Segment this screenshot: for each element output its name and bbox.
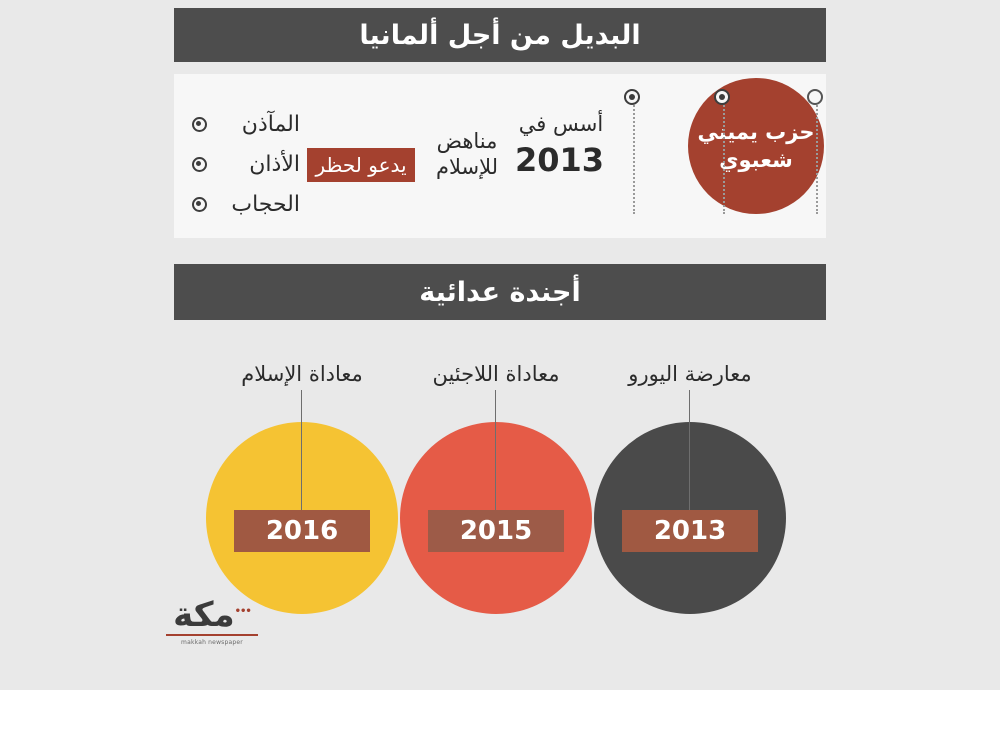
bullet-icon	[192, 197, 207, 212]
venn-year-anti-euro: 2013	[622, 510, 758, 552]
venn-leader-line	[301, 390, 302, 510]
venn-label-anti-euro: معارضة اليورو	[628, 362, 752, 386]
anti-islam-block	[424, 128, 510, 181]
main-title-bar	[174, 8, 826, 62]
founded-label: أسس في	[518, 112, 604, 136]
ban-target-label: المآذن	[241, 111, 300, 137]
section-title: أجندة عدائية	[419, 276, 581, 308]
list-item	[182, 144, 300, 184]
party-type-badge	[688, 78, 824, 214]
calls-for-ban-pill	[307, 148, 415, 182]
calls-for-ban-label: يدعو لحظر	[315, 153, 407, 177]
ban-targets-list	[182, 104, 300, 224]
section-title-bar	[174, 264, 826, 320]
logo-dots-icon: •••	[234, 605, 251, 617]
timeline-connector-ban	[815, 102, 818, 214]
list-item	[182, 184, 300, 224]
venn-year-anti-islam: 2016	[234, 510, 370, 552]
venn-leader-line	[689, 390, 690, 510]
logo-text: مكة	[173, 595, 235, 635]
ban-target-label: الأذان	[249, 151, 300, 177]
timeline-connector-anti-islam	[722, 102, 725, 214]
founded-block	[514, 112, 604, 180]
venn-year-anti-refugees: 2015	[428, 510, 564, 552]
timeline-marker-icon	[714, 89, 730, 105]
venn-leader-line	[495, 390, 496, 510]
list-item	[182, 104, 300, 144]
logo-mark	[166, 595, 258, 635]
venn-label-anti-islam: معاداة الإسلام	[241, 362, 363, 386]
bullet-icon	[192, 157, 207, 172]
badge-line-1: حزب يميني	[697, 119, 815, 144]
ban-target-label: الحجاب	[231, 191, 300, 217]
badge-line-2: شعبوي	[719, 148, 793, 172]
logo-subtitle: makkah newspaper	[181, 639, 243, 646]
publisher-logo	[166, 595, 258, 646]
anti-islam-line-2: للإسلام	[435, 155, 499, 180]
venn-diagram	[0, 340, 1000, 660]
page-title: البديل من أجل ألمانيا	[359, 19, 641, 51]
anti-islam-line-1: مناهض	[436, 129, 498, 153]
timeline-marker-icon	[807, 89, 823, 105]
venn-label-anti-refugees: معاداة اللاجئين	[432, 362, 560, 386]
timeline-connector-founded	[632, 102, 635, 214]
timeline-marker-icon	[624, 89, 640, 105]
bullet-icon	[192, 117, 207, 132]
founded-year: 2013	[514, 141, 604, 180]
